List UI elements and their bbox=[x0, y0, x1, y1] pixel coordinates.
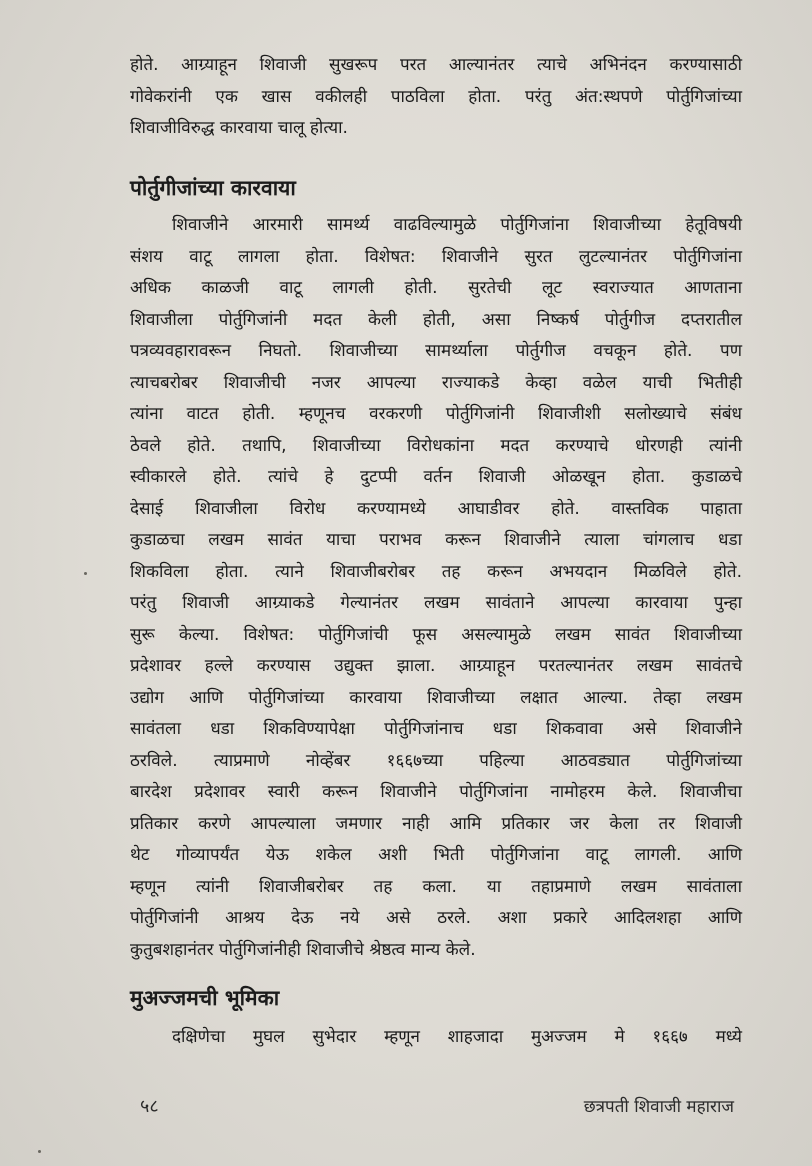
text-line: होते. आग्र्याहून शिवाजी सुखरूप परत आल्यानंतर त्याचे अभिनंदन करण्यासाठी bbox=[130, 55, 742, 75]
text-line: पोर्तुगिजांनी आश्रय देऊ नये असे ठरले. अशा प्रकारे आदिलशहा आणि bbox=[130, 908, 742, 928]
running-footer-title: छत्रपती शिवाजी महाराज bbox=[583, 1097, 734, 1117]
text-line: दक्षिणेचा मुघल सुभेदार म्हणून शाहजादा मुअज्जम मे १६६७ मध्ये bbox=[172, 1027, 742, 1047]
section2-paragraph bbox=[130, 1022, 742, 1054]
section1-paragraph bbox=[130, 210, 742, 966]
text-line: शिवाजीला पोर्तुगिजांनी मदत केली होती, असा निष्कर्ष पोर्तुगीज दप्तरातील bbox=[130, 309, 742, 330]
text-line: शिकविला होता. त्याने शिवाजीबरोबर तह करून अभयदान मिळविले होते. bbox=[130, 561, 742, 582]
text-line: संशय वाटू लागला होता. विशेषत: शिवाजीने सुरत लुटल्यानंतर पोर्तुगिजांना bbox=[130, 246, 742, 267]
text-line: सुरू केल्या. विशेषत: पोर्तुगिजांची फूस असल्यामुळे लखम सावंत शिवाजीच्या bbox=[130, 624, 742, 645]
paper-speck bbox=[38, 1150, 41, 1153]
text-line: गोवेकरांनी एक खास वकीलही पाठविला होता. परंतु अंत:स्थपणे पोर्तुगिजांच्या bbox=[130, 86, 742, 107]
text-line: प्रदेशावर हल्ले करण्यास उद्युक्त झाला. आग्र्याहून परतल्यानंतर लखम सावंतचे bbox=[130, 656, 742, 676]
text-line: उद्योग आणि पोर्तुगिजांच्या कारवाया शिवाजीच्या लक्षात आल्या. तेव्हा लखम bbox=[130, 687, 742, 708]
text-line: कुतुबशहानंतर पोर्तुगिजांनीही शिवाजीचे श्रेष्ठत्व मान्य केले. bbox=[130, 939, 476, 960]
text-line: त्यांना वाटत होती. म्हणूनच वरकरणी पोर्तुगिजांनी शिवाजीशी सलोख्याचे संबंध bbox=[130, 404, 742, 424]
text-line: प्रतिकार करणे आपल्याला जमणार नाही आमि प्रतिकार जर केला तर शिवाजी bbox=[130, 813, 742, 834]
text-line: कुडाळचा लखम सावंत याचा पराभव करून शिवाजीने त्याला चांगलाच धडा bbox=[130, 530, 742, 550]
text-line: सावंतला धडा शिकविण्यापेक्षा पोर्तुगिजांनाच धडा शिकवावा असे शिवाजीने bbox=[130, 719, 742, 739]
text-line: शिवाजीने आरमारी सामर्थ्य वाढविल्यामुळे पोर्तुगिजांना शिवाजीच्या हेतूविषयी bbox=[172, 215, 742, 235]
text-line: ठरविले. त्याप्रमाणे नोव्हेंबर १६६७च्या पहिल्या आठवड्यात पोर्तुगिजांच्या bbox=[130, 750, 742, 771]
section-heading-portuguese-actions: पोर्तुगीजांच्या कारवाया bbox=[130, 176, 296, 200]
text-line: पत्रव्यवहारावरून निघतो. शिवाजीच्या सामर्थ्याला पोर्तुगीज वचकून होते. पण bbox=[130, 341, 742, 361]
text-line: थेट गोव्यापर्यंत येऊ शकेल अशी भिती पोर्तुगिजांना वाटू लागली. आणि bbox=[130, 845, 742, 865]
text-line: देसाई शिवाजीला विरोध करण्यामध्ये आघाडीवर होते. वास्तविक पाहाता bbox=[130, 498, 742, 519]
paper-speck bbox=[84, 572, 87, 575]
text-line: अधिक काळजी वाटू लागली होती. सुरतेची लूट स्वराज्यात आणताना bbox=[130, 278, 742, 298]
text-line: त्याचबरोबर शिवाजीची नजर आपल्या राज्याकडे केव्हा वळेल याची भितीही bbox=[130, 372, 742, 393]
text-line: शिवाजीविरुद्ध कारवाया चालू होत्या. bbox=[130, 118, 348, 138]
section-heading-muazzam-role: मुअज्जमची भूमिका bbox=[130, 986, 280, 1010]
text-line: म्हणून त्यांनी शिवाजीबरोबर तह कला. या तहाप्रमाणे लखम सावंताला bbox=[130, 876, 742, 897]
page-number: ५८ bbox=[140, 1096, 159, 1117]
text-line: स्वीकारले होते. त्यांचे हे दुटप्पी वर्तन शिवाजी ओळखून होता. कुडाळचे bbox=[130, 467, 742, 487]
text-line: बारदेश प्रदेशावर स्वारी करून शिवाजीने पोर्तुगिजांना नामोहरम केले. शिवाजीचा bbox=[130, 782, 742, 802]
intro-paragraph bbox=[130, 50, 742, 145]
text-line: ठेवले होते. तथापि, शिवाजीच्या विरोधकांना मदत करण्याचे धोरणही त्यांनी bbox=[130, 435, 742, 456]
text-line: परंतु शिवाजी आग्र्याकडे गेल्यानंतर लखम सावंताने आपल्या कारवाया पुन्हा bbox=[130, 593, 742, 613]
